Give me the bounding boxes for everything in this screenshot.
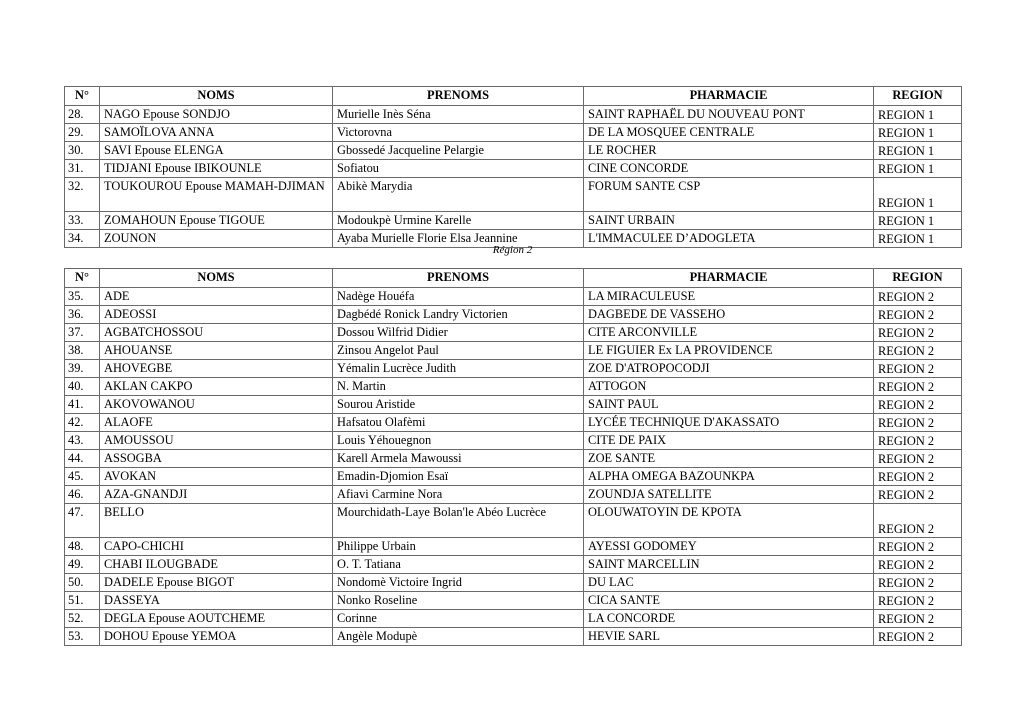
cell-num: 40.	[65, 378, 100, 396]
cell-num: 44.	[65, 450, 100, 468]
cell-num: 49.	[65, 556, 100, 574]
cell-region: REGION 1	[874, 230, 962, 248]
cell-num: 39.	[65, 360, 100, 378]
cell-prenom: Philippe Urbain	[333, 538, 584, 556]
cell-region: REGION 2	[874, 486, 962, 504]
cell-prenom: Ayaba Murielle Florie Elsa Jeannine	[333, 230, 584, 248]
cell-pharmacie: DE LA MOSQUEE CENTRALE	[584, 124, 874, 142]
header-num: N°	[65, 87, 100, 106]
cell-prenom: Modoukpè Urmine Karelle	[333, 212, 584, 230]
table-row	[65, 486, 962, 504]
cell-region: REGION 1	[874, 106, 962, 124]
cell-nom: ADE	[100, 288, 333, 306]
cell-region: REGION 2	[874, 306, 962, 324]
table-row	[65, 306, 962, 324]
cell-pharmacie: DAGBEDE DE VASSEHO	[584, 306, 874, 324]
header-num: N°	[65, 269, 100, 288]
cell-nom: AVOKAN	[100, 468, 333, 486]
cell-prenom: Angèle Modupè	[333, 628, 584, 646]
cell-region: REGION 2	[874, 432, 962, 450]
cell-region: REGION 2	[874, 414, 962, 432]
cell-region: REGION 2	[874, 538, 962, 556]
header-prenoms: PRENOMS	[333, 269, 584, 288]
cell-pharmacie: SAINT PAUL	[584, 396, 874, 414]
cell-prenom: O. T. Tatiana	[333, 556, 584, 574]
cell-region: REGION 2	[874, 468, 962, 486]
cell-prenom: Emadin-Djomion Esaï	[333, 468, 584, 486]
cell-pharmacie: SAINT MARCELLIN	[584, 556, 874, 574]
cell-pharmacie: AYESSI GODOMEY	[584, 538, 874, 556]
table-row	[65, 160, 962, 178]
cell-num: 50.	[65, 574, 100, 592]
cell-num: 51.	[65, 592, 100, 610]
cell-num: 29.	[65, 124, 100, 142]
cell-nom: ZOUNON	[100, 230, 333, 248]
header-region: REGION	[874, 87, 962, 106]
cell-nom: DADELE Epouse BIGOT	[100, 574, 333, 592]
header-region: REGION	[874, 269, 962, 288]
cell-pharmacie: OLOUWATOYIN DE KPOTA	[584, 504, 874, 538]
cell-num: 38.	[65, 342, 100, 360]
cell-nom: SAMOÏLOVA ANNA	[100, 124, 333, 142]
cell-pharmacie: CICA SANTE	[584, 592, 874, 610]
cell-pharmacie: CITE DE PAIX	[584, 432, 874, 450]
table-row	[65, 592, 962, 610]
cell-nom: SAVI Epouse ELENGA	[100, 142, 333, 160]
cell-nom: NAGO Epouse SONDJO	[100, 106, 333, 124]
table-row	[65, 106, 962, 124]
header-noms: NOMS	[100, 269, 333, 288]
table-header-row	[65, 269, 962, 288]
cell-nom: BELLO	[100, 504, 333, 538]
cell-prenom: Yémalin Lucrèce Judith	[333, 360, 584, 378]
cell-pharmacie: LE ROCHER	[584, 142, 874, 160]
cell-prenom: Louis Yéhouegnon	[333, 432, 584, 450]
cell-prenom: Zinsou Angelot Paul	[333, 342, 584, 360]
cell-prenom: Victorovna	[333, 124, 584, 142]
cell-pharmacie: ALPHA OMEGA BAZOUNKPA	[584, 468, 874, 486]
cell-nom: DEGLA Epouse AOUTCHEME	[100, 610, 333, 628]
table-row	[65, 556, 962, 574]
cell-num: 47.	[65, 504, 100, 538]
cell-prenom: Gbossedé Jacqueline Pelargie	[333, 142, 584, 160]
table-row	[65, 450, 962, 468]
cell-pharmacie: ATTOGON	[584, 378, 874, 396]
cell-region: REGION 2	[874, 556, 962, 574]
cell-nom: AHOUANSE	[100, 342, 333, 360]
cell-prenom: Hafsatou Olafèmi	[333, 414, 584, 432]
header-pharmacie: PHARMACIE	[584, 269, 874, 288]
cell-nom: TOUKOUROU Epouse MAMAH-DJIMAN	[100, 178, 333, 212]
table-row	[65, 142, 962, 160]
header-prenoms: PRENOMS	[333, 87, 584, 106]
cell-pharmacie: ZOE D'ATROPOCODJI	[584, 360, 874, 378]
region-1-table	[64, 86, 962, 248]
cell-nom: AMOUSSOU	[100, 432, 333, 450]
cell-region: REGION 1	[874, 178, 962, 212]
cell-nom: ZOMAHOUN Epouse TIGOUE	[100, 212, 333, 230]
cell-prenom: Murielle Inès Séna	[333, 106, 584, 124]
cell-region: REGION 2	[874, 574, 962, 592]
table-row	[65, 324, 962, 342]
region-2-table	[64, 268, 962, 646]
table-row	[65, 288, 962, 306]
cell-pharmacie: L'IMMACULEE D’ADOGLETA	[584, 230, 874, 248]
cell-num: 46.	[65, 486, 100, 504]
table-row	[65, 396, 962, 414]
header-pharmacie: PHARMACIE	[584, 87, 874, 106]
table-row	[65, 360, 962, 378]
cell-region: REGION 2	[874, 396, 962, 414]
cell-pharmacie: LA MIRACULEUSE	[584, 288, 874, 306]
cell-num: 42.	[65, 414, 100, 432]
cell-region: REGION 2	[874, 628, 962, 646]
table-row	[65, 414, 962, 432]
cell-num: 53.	[65, 628, 100, 646]
table-row	[65, 468, 962, 486]
cell-num: 36.	[65, 306, 100, 324]
cell-region: REGION 2	[874, 342, 962, 360]
cell-region: REGION 2	[874, 288, 962, 306]
cell-pharmacie: HEVIE SARL	[584, 628, 874, 646]
cell-pharmacie: ZOE SANTE	[584, 450, 874, 468]
cell-nom: AHOVEGBE	[100, 360, 333, 378]
cell-pharmacie: SAINT RAPHAËL DU NOUVEAU PONT	[584, 106, 874, 124]
cell-nom: AZA-GNANDJI	[100, 486, 333, 504]
cell-num: 33.	[65, 212, 100, 230]
cell-nom: ASSOGBA	[100, 450, 333, 468]
table-row	[65, 538, 962, 556]
table-row	[65, 124, 962, 142]
table-row	[65, 610, 962, 628]
table-row	[65, 378, 962, 396]
section-caption: Région 2	[492, 244, 533, 256]
table-header-row	[65, 87, 962, 106]
cell-num: 43.	[65, 432, 100, 450]
cell-region: REGION 2	[874, 610, 962, 628]
cell-pharmacie: LE FIGUIER Ex LA PROVIDENCE	[584, 342, 874, 360]
cell-nom: ADEOSSI	[100, 306, 333, 324]
cell-num: 34.	[65, 230, 100, 248]
cell-num: 41.	[65, 396, 100, 414]
cell-num: 30.	[65, 142, 100, 160]
cell-region: REGION 1	[874, 160, 962, 178]
cell-pharmacie: LYCÉE TECHNIQUE D'AKASSATO	[584, 414, 874, 432]
cell-pharmacie: DU LAC	[584, 574, 874, 592]
cell-region: REGION 1	[874, 142, 962, 160]
cell-nom: AKLAN CAKPO	[100, 378, 333, 396]
table-row	[65, 342, 962, 360]
cell-prenom: Sourou Aristide	[333, 396, 584, 414]
table-row	[65, 432, 962, 450]
cell-nom: CAPO-CHICHI	[100, 538, 333, 556]
cell-nom: AGBATCHOSSOU	[100, 324, 333, 342]
cell-prenom: Nadège Houéfa	[333, 288, 584, 306]
table-row	[65, 212, 962, 230]
cell-pharmacie: CINE CONCORDE	[584, 160, 874, 178]
cell-region: REGION 2	[874, 450, 962, 468]
cell-num: 32.	[65, 178, 100, 212]
cell-prenom: Dagbédé Ronick Landry Victorien	[333, 306, 584, 324]
cell-nom: DASSEYA	[100, 592, 333, 610]
cell-nom: AKOVOWANOU	[100, 396, 333, 414]
cell-num: 35.	[65, 288, 100, 306]
table-row	[65, 574, 962, 592]
cell-region: REGION 1	[874, 124, 962, 142]
cell-prenom: Afiavi Carmine Nora	[333, 486, 584, 504]
cell-region: REGION 2	[874, 378, 962, 396]
cell-region: REGION 2	[874, 504, 962, 538]
cell-num: 48.	[65, 538, 100, 556]
cell-prenom: Karell Armela Mawoussi	[333, 450, 584, 468]
cell-num: 28.	[65, 106, 100, 124]
cell-region: REGION 2	[874, 592, 962, 610]
header-noms: NOMS	[100, 87, 333, 106]
cell-prenom: N. Martin	[333, 378, 584, 396]
cell-pharmacie: SAINT URBAIN	[584, 212, 874, 230]
cell-nom: ALAOFE	[100, 414, 333, 432]
cell-region: REGION 2	[874, 360, 962, 378]
table-row	[65, 504, 962, 538]
cell-pharmacie: CITE ARCONVILLE	[584, 324, 874, 342]
cell-pharmacie: LA CONCORDE	[584, 610, 874, 628]
cell-num: 31.	[65, 160, 100, 178]
table-row	[65, 178, 962, 212]
cell-nom: DOHOU Epouse YEMOA	[100, 628, 333, 646]
cell-nom: CHABI ILOUGBADE	[100, 556, 333, 574]
cell-pharmacie: ZOUNDJA SATELLITE	[584, 486, 874, 504]
cell-prenom: Corinne	[333, 610, 584, 628]
cell-region: REGION 2	[874, 324, 962, 342]
table-row	[65, 628, 962, 646]
cell-pharmacie: FORUM SANTE CSP	[584, 178, 874, 212]
cell-num: 37.	[65, 324, 100, 342]
cell-prenom: Sofiatou	[333, 160, 584, 178]
cell-nom: TIDJANI Epouse IBIKOUNLE	[100, 160, 333, 178]
cell-num: 52.	[65, 610, 100, 628]
cell-prenom: Mourchidath-Laye Bolan'le Abéo Lucrèce	[333, 504, 584, 538]
cell-prenom: Nonko Roseline	[333, 592, 584, 610]
cell-prenom: Dossou Wilfrid Didier	[333, 324, 584, 342]
cell-prenom: Abikè Marydia	[333, 178, 584, 212]
cell-num: 45.	[65, 468, 100, 486]
cell-prenom: Nondomè Victoire Ingrid	[333, 574, 584, 592]
cell-region: REGION 1	[874, 212, 962, 230]
